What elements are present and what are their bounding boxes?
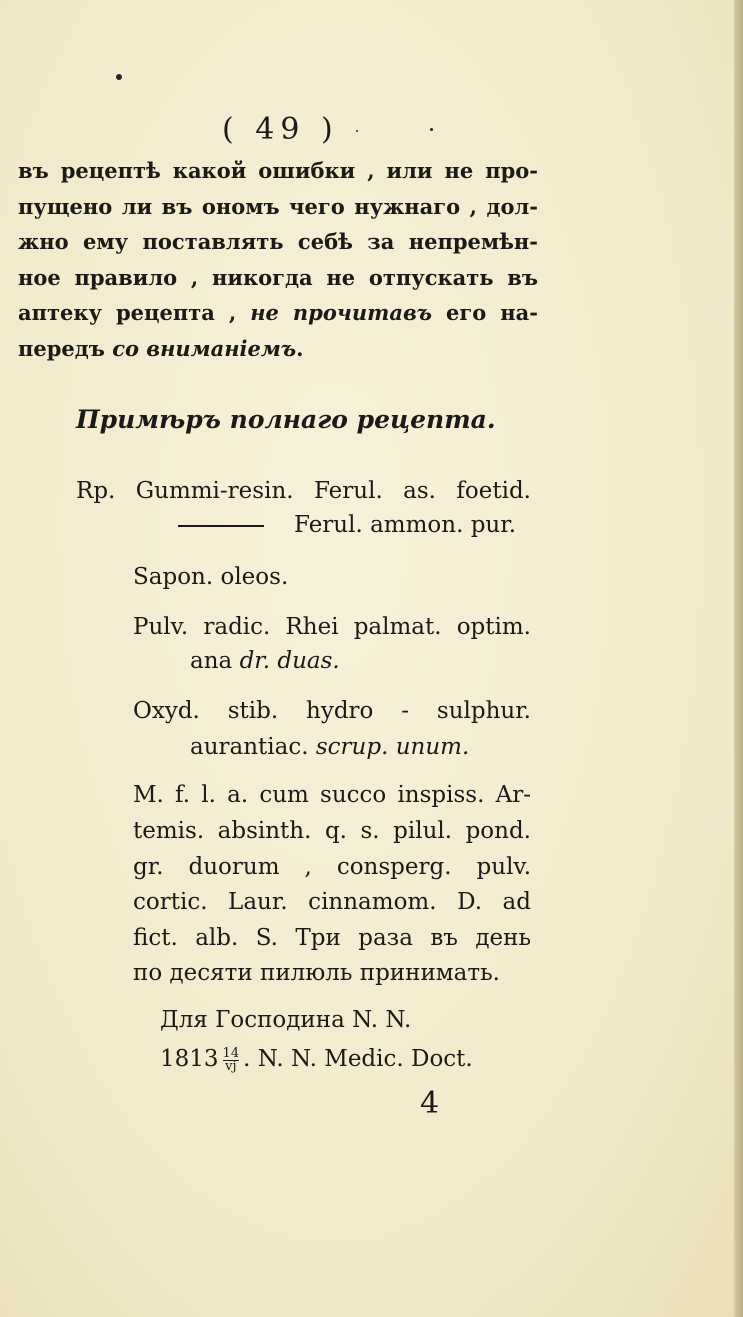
section-heading: Примѣръ полнаго рецепта. <box>76 405 496 434</box>
recipe-line: Sapon. oleos. <box>133 564 289 590</box>
date-signature-line: 1813 $\frac{14}{vj}$ . N. N. Medic. Doct. <box>160 1045 473 1074</box>
date-fraction: $\frac{14}{vj}$ <box>222 1045 240 1074</box>
recipe-body-line: gr. duorum , consperg. pulv. <box>133 854 531 880</box>
page-edge <box>734 0 743 1317</box>
ink-speck <box>430 128 433 131</box>
emphasis: не прочитавъ <box>250 300 433 325</box>
recipe-body-line: M. f. l. a. cum succo inspiss. Ar- <box>133 782 531 808</box>
recipe-line: Ferul. ammon. pur. <box>178 512 516 538</box>
ink-speck <box>116 74 122 80</box>
prose-line: аптеку рецепта , не прочитавъ его на- <box>18 300 538 325</box>
recipe-line: Oxyd. stib. hydro - sulphur. <box>133 698 531 724</box>
recipe-line: Pulv. radic. Rhei palmat. optim. <box>133 614 531 640</box>
ditto-dash <box>178 525 264 527</box>
page-number: ( 49 ) <box>222 112 339 147</box>
recipe-body-line: по десяти пилюль принимать. <box>133 960 500 986</box>
recipient-line: Для Господина N. N. <box>160 1007 412 1033</box>
prose-line: въ рецептѣ какой ошибки , или не про- <box>18 158 538 183</box>
recipe-line: ana dr. duas. <box>190 648 340 674</box>
recipe-body-line: temis. absinth. q. s. pilul. pond. <box>133 818 531 844</box>
prose-line: ное правило , никогда не отпускать въ <box>18 264 538 290</box>
prose-line: жно ему поставлять себѣ за непремѣн- <box>18 229 538 254</box>
recipe-body-line: cortic. Laur. cinnamom. D. ad <box>133 889 531 915</box>
signature-mark: 4 <box>420 1086 440 1121</box>
prose-line: передъ со вниманіемъ. <box>18 335 304 361</box>
prose-line: пущено ли въ ономъ чего нужнаго , дол- <box>18 193 538 219</box>
ink-speck <box>356 130 358 132</box>
prose-paragraph <box>18 153 538 366</box>
recipe-line: Rp. Gummi-resin. Ferul. as. foetid. <box>76 478 531 504</box>
recipe-body-line: fict. alb. S. Три раза въ день <box>133 925 531 951</box>
recipe-line: aurantiac. scrup. unum. <box>190 734 470 760</box>
emphasis: со вниманіемъ <box>112 335 297 361</box>
